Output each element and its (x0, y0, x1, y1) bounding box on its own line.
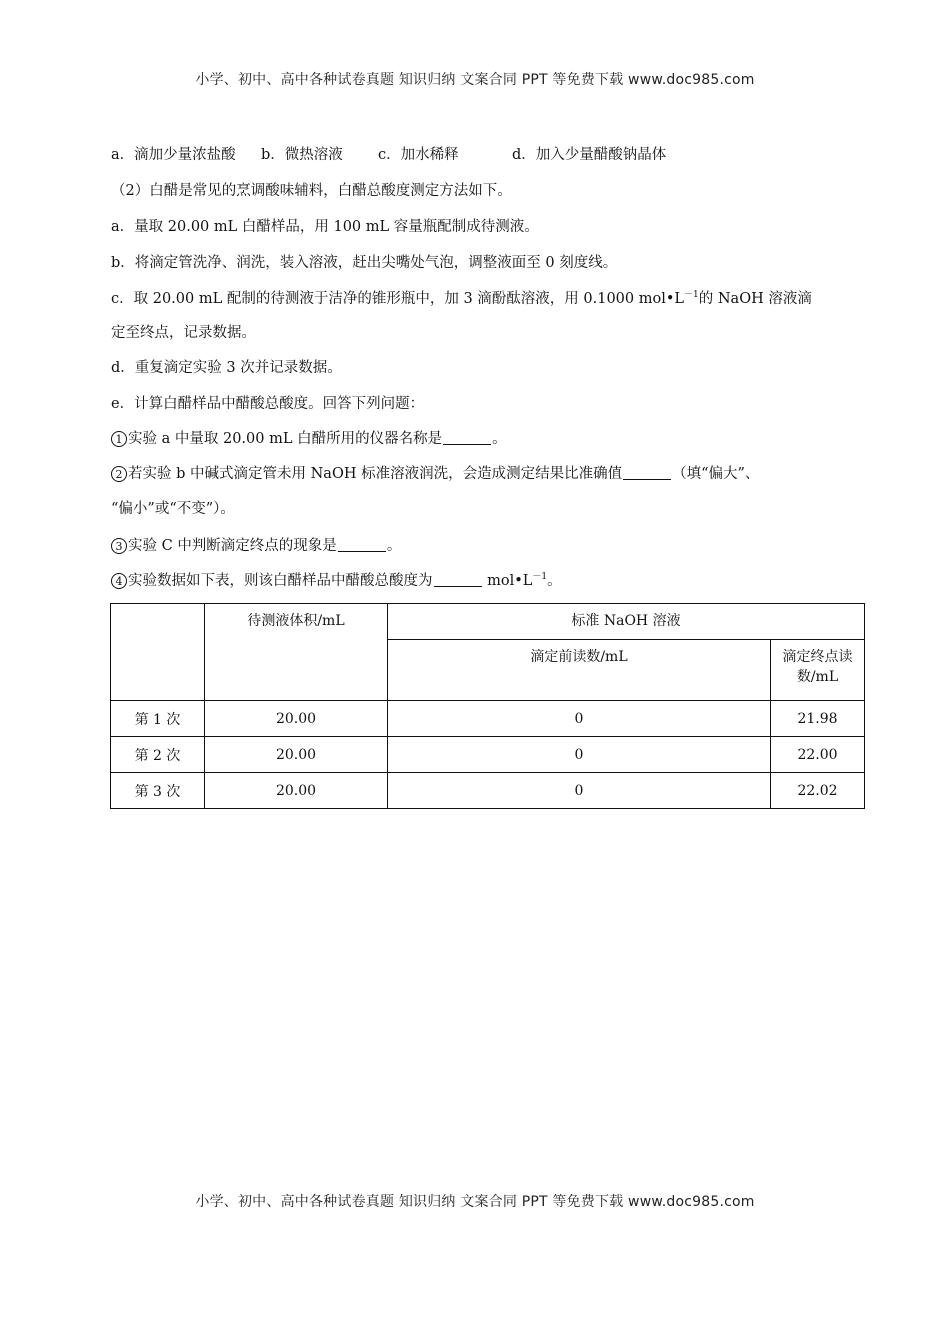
circled-number-3: 3 (111, 538, 127, 554)
circled-number-4: 4 (111, 573, 127, 589)
step-b: b．将滴定管洗净、润洗，装入溶液，赶出尖嘴处气泡，调整液面至 0 刻度线。 (111, 255, 618, 271)
question-2 (111, 464, 759, 484)
option-a: a．滴加少量浓盐酸 (111, 147, 236, 163)
answer-blank-4[interactable] (434, 572, 482, 587)
row-label: 第 1 次 (111, 701, 205, 737)
question-1-end: 。 (492, 431, 507, 447)
question-3 (111, 536, 401, 556)
options-line (111, 145, 666, 165)
row-end: 21.98 (771, 701, 865, 737)
row-label: 第 2 次 (111, 737, 205, 773)
row-volume: 20.00 (205, 737, 388, 773)
question-2-continued: “偏小”或“不变”）。 (111, 501, 235, 517)
titration-data-table (110, 603, 865, 809)
question-4-unit: mol•L (482, 573, 533, 589)
step-e: e．计算白醋样品中醋酸总酸度。回答下列问题： (111, 396, 425, 412)
row-end: 22.02 (771, 773, 865, 809)
question-4 (111, 571, 562, 591)
step-c-text: c．取 20.00 mL 配制的待测液于洁净的锥形瓶中，加 3 滴酚酞溶液，用 0.1000 mol•L (111, 291, 685, 307)
option-b: b．微热溶液 (261, 147, 343, 163)
circled-number-2: 2 (111, 466, 127, 482)
subheader-before: 滴定前读数/mL (388, 640, 771, 701)
row-end: 22.00 (771, 737, 865, 773)
question-4-end: 。 (547, 573, 562, 589)
step-c (111, 289, 812, 309)
question-4-text: 实验数据如下表，则该白醋样品中醋酸总酸度为 (128, 573, 433, 589)
table-row (111, 737, 865, 773)
question-2-end: （填“偏大”、 (672, 466, 760, 482)
table-row (111, 701, 865, 737)
header-naoh-text: 标准 NaOH 溶液 (571, 613, 681, 629)
row-before: 0 (388, 773, 771, 809)
subheader-end-line2: 数/mL (796, 669, 839, 685)
footer-banner: 小学、初中、高中各种试卷真题 知识归纳 文案合同 PPT 等免费下载 www.doc985.com (195, 1194, 755, 1210)
row-before: 0 (388, 701, 771, 737)
subheader-end-line1: 滴定终点读 (782, 649, 853, 665)
question-3-text: 实验 C 中判断滴定终点的现象是 (128, 538, 337, 554)
question-4-superscript: －1 (532, 572, 548, 582)
subheader-end (771, 640, 865, 701)
step-c-text-end: 的 NaOH 溶液滴 (698, 291, 812, 307)
question-2-text: 若实验 b 中碱式滴定管未用 NaOH 标准溶液润洗，会造成测定结果比准确值 (128, 466, 623, 482)
step-c-continued: 定至终点，记录数据。 (111, 325, 256, 341)
question-3-end: 。 (386, 538, 402, 554)
circled-number-1: 1 (111, 431, 127, 447)
header-volume: 待测液体积/mL (205, 604, 388, 701)
row-before: 0 (388, 737, 771, 773)
row-label: 第 3 次 (111, 773, 205, 809)
header-banner: 小学、初中、高中各种试卷真题 知识归纳 文案合同 PPT 等免费下载 www.doc985.com (195, 72, 755, 88)
part2-intro: （2）白醋是常见的烹调酸味辅料，白醋总酸度测定方法如下。 (111, 183, 512, 199)
step-d: d．重复滴定实验 3 次并记录数据。 (111, 360, 342, 376)
question-1-text: 实验 a 中量取 20.00 mL 白醋所用的仪器名称是 (128, 431, 443, 447)
step-c-superscript: －1 (684, 290, 699, 300)
header-naoh (388, 604, 865, 640)
row-volume: 20.00 (205, 701, 388, 737)
answer-blank-2[interactable] (623, 465, 671, 480)
question-1 (111, 429, 507, 449)
option-d: d．加入少量醋酸钠晶体 (512, 147, 667, 163)
table-row (111, 773, 865, 809)
table-corner-cell (111, 604, 205, 701)
answer-blank-1[interactable] (443, 430, 491, 445)
answer-blank-3[interactable] (338, 537, 386, 552)
row-volume: 20.00 (205, 773, 388, 809)
option-c: c．加水稀释 (378, 147, 459, 163)
step-a: a．量取 20.00 mL 白醋样品，用 100 mL 容量瓶配制成待测液。 (111, 219, 539, 235)
